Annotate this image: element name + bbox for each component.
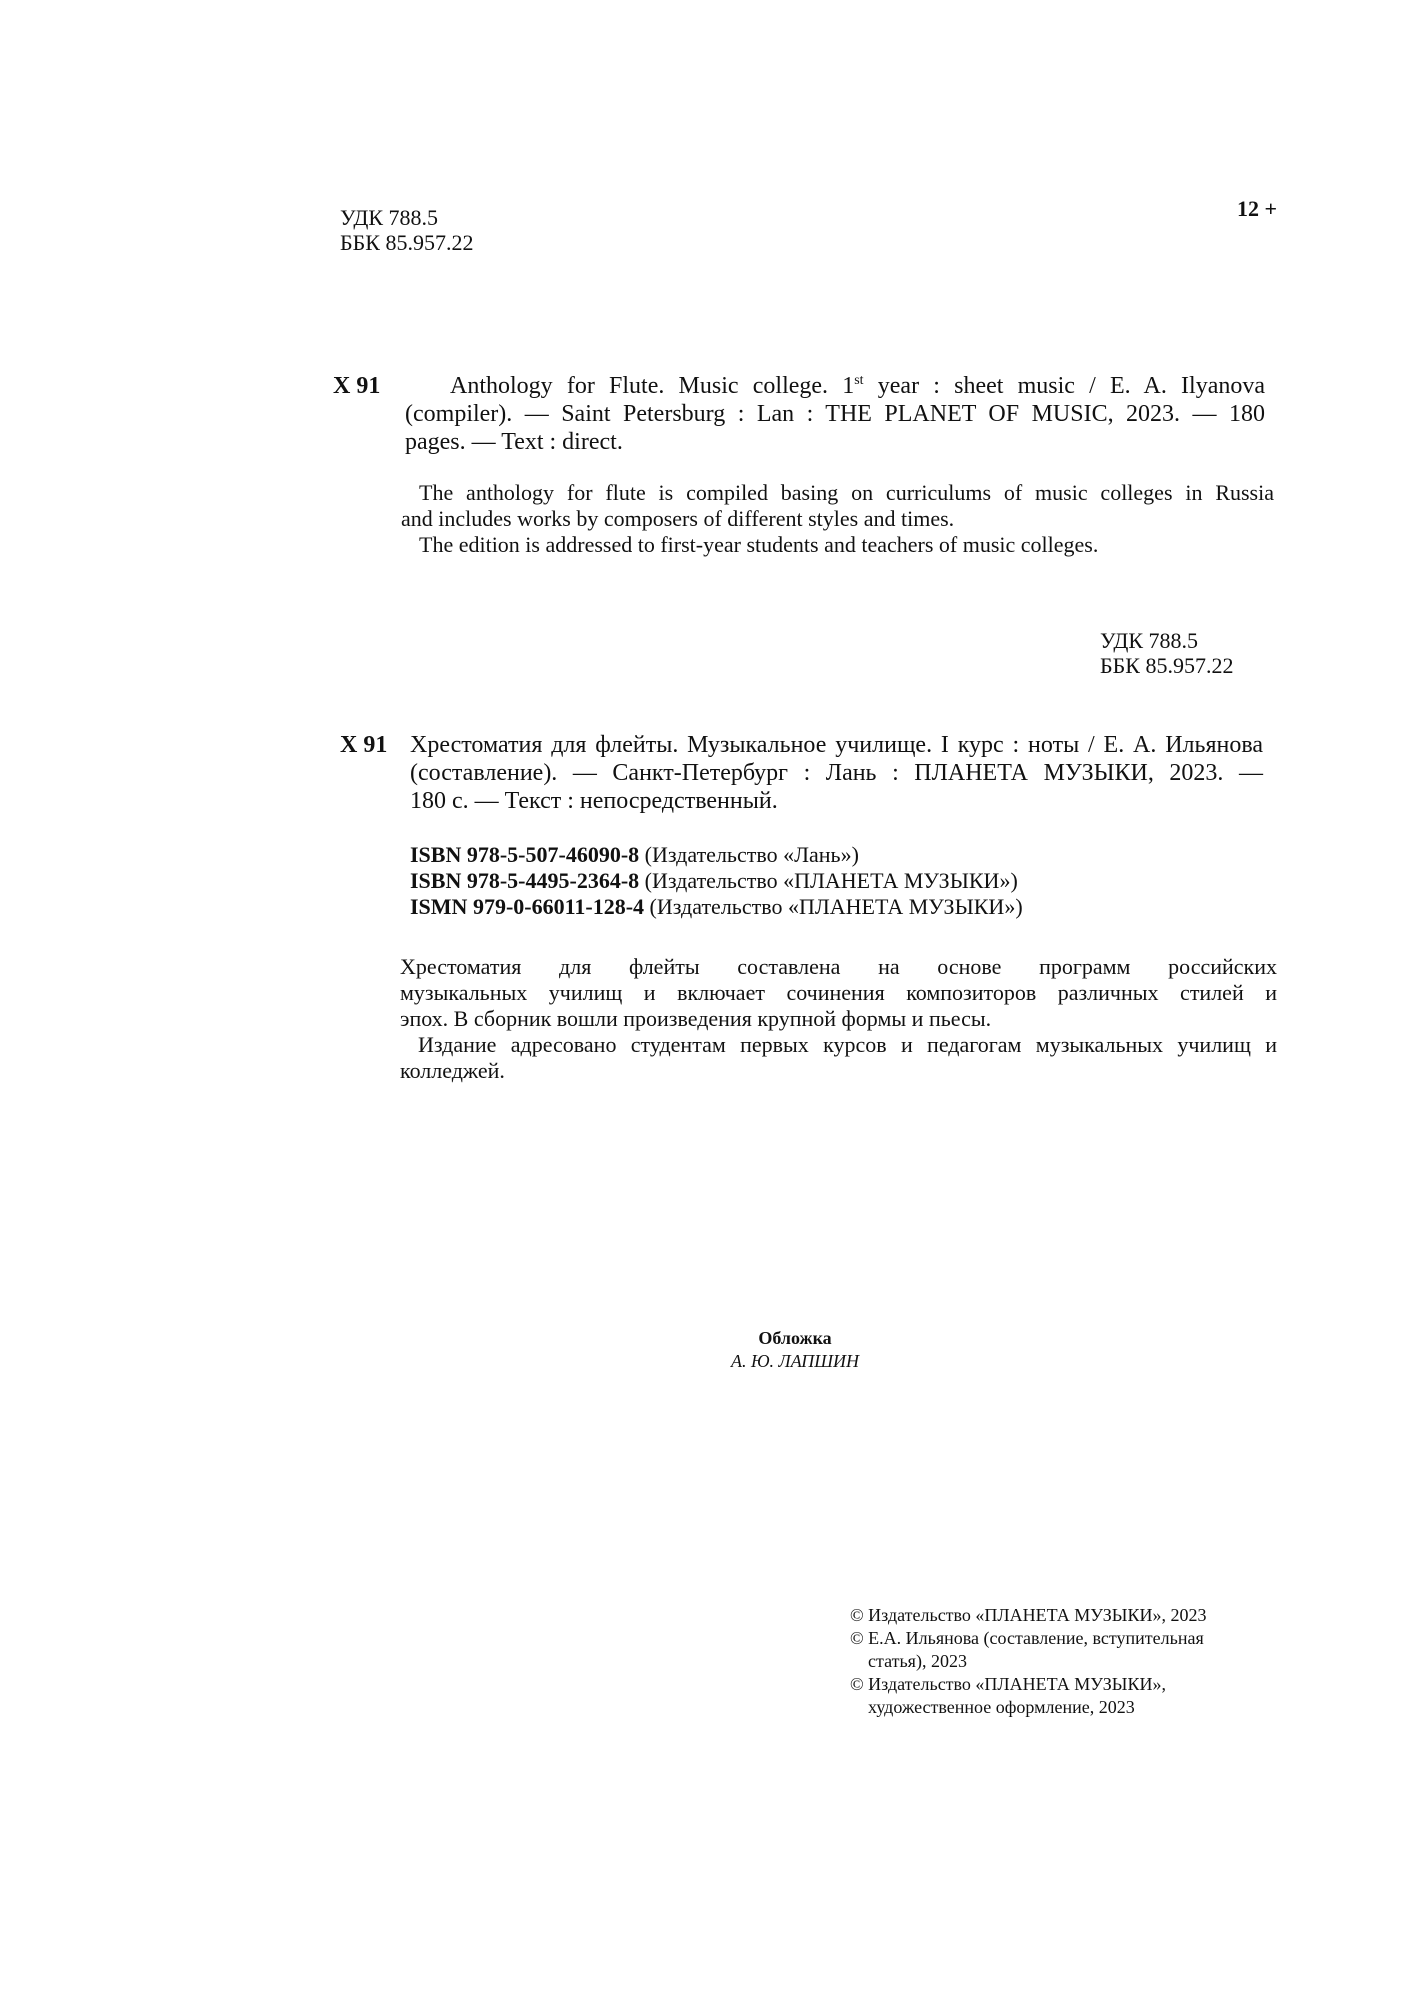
ref-line: 180 с. — Текст : непосредственный. bbox=[410, 788, 778, 814]
abstract-line: колледжей. bbox=[400, 1058, 505, 1083]
author-mark-en: Х 91 bbox=[333, 373, 381, 399]
bbk-ru: ББК 85.957.22 bbox=[1100, 653, 1234, 678]
ref-line: (составление). — Санкт-Петербург : Лань : ПЛАНЕТА МУЗЫКИ, 2023. — bbox=[410, 760, 1263, 786]
abstract-line: Издание адресовано студентам первых курсов и педагогам музыкальных училищ и bbox=[418, 1032, 1277, 1057]
abstract-line: The anthology for flute is compiled basing on curriculums of music colleges in Russia bbox=[419, 480, 1274, 505]
ref-line: Хрестоматия для флейты. Музыкальное училище. I курс : ноты / Е. А. Ильянова bbox=[410, 732, 1263, 758]
abstract-en bbox=[401, 480, 1274, 558]
identifier-row bbox=[410, 842, 1023, 868]
copyright-line: © Издательство «ПЛАНЕТА МУЗЫКИ», bbox=[850, 1674, 1166, 1694]
age-rating: 12 + bbox=[1237, 196, 1278, 221]
identifier-number: ISBN 978-5-4495-2364-8 bbox=[410, 868, 640, 893]
identifier-row bbox=[410, 894, 1023, 920]
identifier-row bbox=[410, 868, 1023, 894]
ref-line: pages. — Text : direct. bbox=[405, 429, 623, 455]
cover-artist: А. Ю. ЛАПШИН bbox=[730, 1351, 860, 1371]
copyright-line: © Е.А. Ильянова (составление, вступительная bbox=[850, 1628, 1204, 1648]
bibliographic-reference-en bbox=[405, 372, 1265, 456]
cover-label: Обложка bbox=[758, 1328, 832, 1348]
identifier-publisher: (Издательство «ПЛАНЕТА МУЗЫКИ») bbox=[639, 868, 1018, 893]
copyright-line: статья), 2023 bbox=[868, 1651, 967, 1671]
abstract-line: and includes works by composers of different styles and times. bbox=[401, 506, 955, 531]
cover-credit bbox=[640, 1327, 950, 1373]
ref-line: Anthology for Flute. Music college. 1st year : sheet music / E. A. Ilyanova bbox=[450, 373, 1266, 399]
copyright-block bbox=[850, 1604, 1270, 1719]
identifier-list bbox=[410, 842, 1023, 920]
identifier-number: ISMN 979-0-66011-128-4 bbox=[410, 894, 645, 919]
identifier-publisher: (Издательство «Лань») bbox=[639, 842, 859, 867]
identifier-publisher: (Издательство «ПЛАНЕТА МУЗЫКИ») bbox=[644, 894, 1023, 919]
identifier-number: ISBN 978-5-507-46090-8 bbox=[410, 842, 640, 867]
ref-line: (compiler). — Saint Petersburg : Lan : THE PLANET OF MUSIC, 2023. — 180 bbox=[405, 401, 1265, 427]
udk-ru: УДК 788.5 bbox=[1100, 628, 1199, 653]
udk-top: УДК 788.5 bbox=[340, 205, 439, 230]
copyright-line: © Издательство «ПЛАНЕТА МУЗЫКИ», 2023 bbox=[850, 1605, 1207, 1625]
copyright-line: художественное оформление, 2023 bbox=[868, 1697, 1135, 1717]
abstract-line: музыкальных училищ и включает сочинения композиторов различных стилей и bbox=[400, 980, 1277, 1005]
author-mark-ru: Х 91 bbox=[340, 732, 388, 758]
abstract-line: The edition is addressed to first-year students and teachers of music colleges. bbox=[419, 532, 1099, 557]
bibliographic-reference-ru bbox=[410, 731, 1263, 815]
abstract-line: Хрестоматия для флейты составлена на основе программ российских bbox=[400, 954, 1277, 979]
bbk-top: ББК 85.957.22 bbox=[340, 230, 474, 255]
abstract-line: эпох. В сборник вошли произведения крупной формы и пьесы. bbox=[400, 1006, 992, 1031]
abstract-ru bbox=[400, 954, 1277, 1084]
